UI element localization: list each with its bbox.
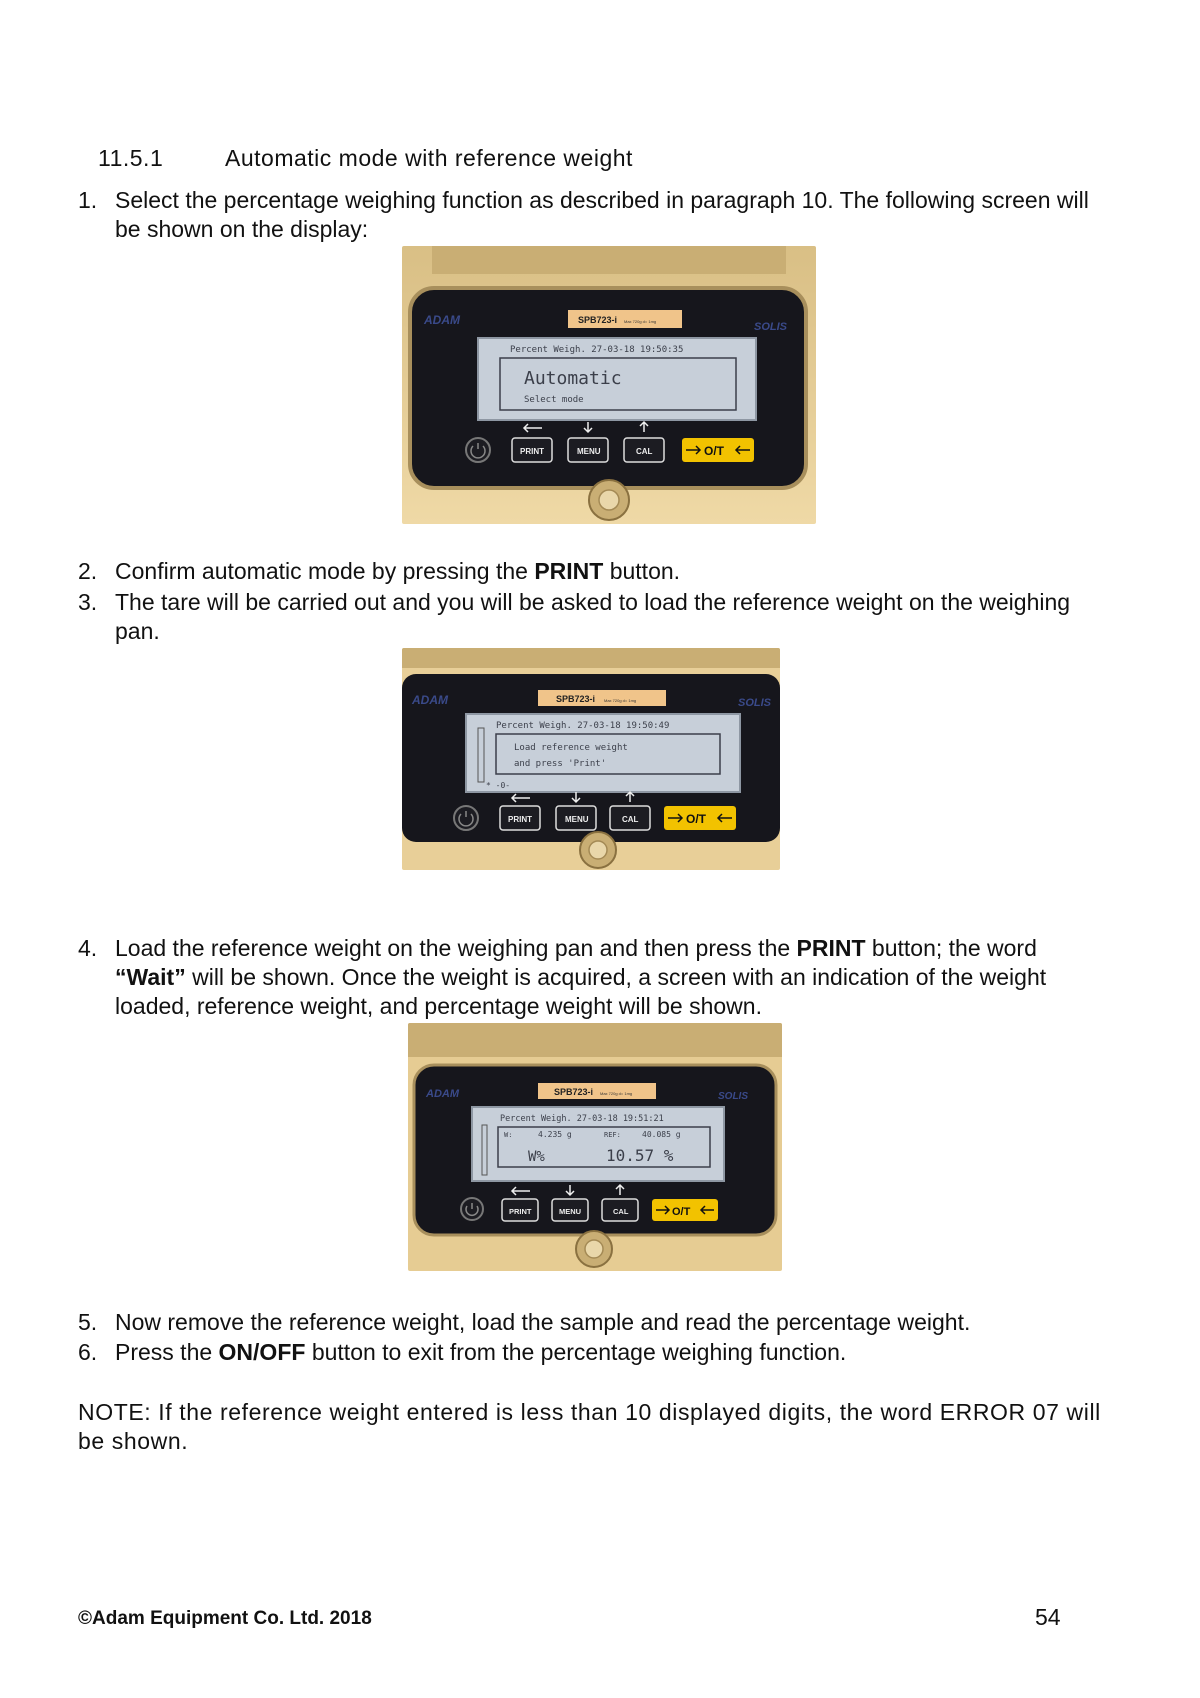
step-text: The tare will be carried out and you will be asked to load the reference weight on the weighing pan. bbox=[115, 589, 1071, 644]
onoff-keyword: ON/OFF bbox=[218, 1339, 306, 1365]
lcd-pct-value: 10.57 % bbox=[606, 1146, 674, 1165]
page-number: 54 bbox=[1035, 1604, 1061, 1630]
svg-text:SPB723-i: SPB723-i bbox=[554, 1087, 594, 1097]
svg-text:Max 720g d= 1mg: Max 720g d= 1mg bbox=[624, 319, 657, 324]
text-run: Confirm automatic mode by pressing the bbox=[115, 558, 535, 584]
lcd-header: Percent Weigh. 27-03-18 19:50:35 bbox=[510, 345, 684, 355]
text-run: Press the bbox=[115, 1339, 219, 1365]
series-logo: SOLIS bbox=[738, 697, 772, 709]
note: NOTE: If the reference weight entered is less than 10 displayed digits, the word ERROR 07 will be shown. bbox=[78, 1399, 1101, 1454]
step-text bbox=[115, 1338, 1105, 1367]
svg-text:MENU: MENU bbox=[577, 447, 601, 456]
series-logo: SOLIS bbox=[754, 321, 788, 333]
print-keyword: PRINT bbox=[534, 558, 604, 584]
lcd-line-1: Load reference weight bbox=[514, 743, 628, 753]
svg-text:PRINT: PRINT bbox=[509, 1207, 532, 1216]
svg-text:Max 720g d= 1mg: Max 720g d= 1mg bbox=[604, 698, 637, 703]
brand-logo: ADAM bbox=[424, 313, 460, 327]
display-photo-percentage-result bbox=[408, 1023, 782, 1271]
lcd-header: Percent Weigh. 27-03-18 19:50:49 bbox=[496, 721, 670, 731]
lcd-ref-value: 40.085 g bbox=[642, 1130, 681, 1139]
glass-shield bbox=[408, 1023, 782, 1057]
text-run: will be shown. Once the weight is acquired, a screen with an indication of the weight loaded, reference weight, and percentage weight will be shown. bbox=[115, 964, 1047, 1019]
lcd-main-text: Automatic bbox=[524, 368, 622, 389]
step-text: Now remove the reference weight, load the sample and read the percentage weight. bbox=[115, 1309, 971, 1335]
lcd-w-value: 4.235 g bbox=[538, 1130, 572, 1139]
lcd-pct-label: W% bbox=[528, 1149, 545, 1165]
display-photo-automatic-mode bbox=[402, 246, 816, 524]
step-text: Select the percentage weighing function as described in paragraph 10. The following screen will be shown on the display: bbox=[115, 187, 1089, 242]
step-number: 5. bbox=[78, 1309, 98, 1335]
svg-text:MENU: MENU bbox=[565, 815, 589, 824]
svg-text:CAL: CAL bbox=[613, 1207, 629, 1216]
step-number: 4. bbox=[78, 935, 98, 961]
print-keyword: PRINT bbox=[796, 935, 866, 961]
step-text bbox=[115, 557, 1105, 586]
lcd-sub-text: Select mode bbox=[524, 395, 584, 405]
svg-text:O/T: O/T bbox=[686, 812, 706, 826]
step-number: 2. bbox=[78, 558, 98, 584]
glass-shield bbox=[432, 246, 786, 274]
glass-shield bbox=[402, 648, 780, 668]
section-number: 11.5.1 bbox=[98, 145, 164, 171]
display-photo-load-reference bbox=[402, 648, 780, 870]
wait-keyword: “Wait” bbox=[115, 964, 186, 990]
svg-text:SPB723-i: SPB723-i bbox=[578, 315, 618, 325]
footer-copyright: ©Adam Equipment Co. Ltd. 2018 bbox=[78, 1608, 372, 1629]
svg-text:CAL: CAL bbox=[636, 447, 653, 456]
brand-logo: ADAM bbox=[426, 1088, 459, 1100]
brand-logo: ADAM bbox=[412, 693, 448, 707]
section-title: Automatic mode with reference weight bbox=[225, 145, 633, 171]
lcd-header: Percent Weigh. 27-03-18 19:51:21 bbox=[500, 1114, 664, 1124]
step-text bbox=[115, 934, 1105, 1021]
svg-text:Max 720g d= 1mg: Max 720g d= 1mg bbox=[600, 1091, 633, 1096]
svg-text:O/T: O/T bbox=[672, 1206, 691, 1218]
lcd-footer: * -0- bbox=[486, 781, 511, 790]
svg-text:PRINT: PRINT bbox=[520, 447, 544, 456]
lcd-ref-label: REF: bbox=[604, 1131, 621, 1139]
svg-text:SPB723-i: SPB723-i bbox=[556, 694, 596, 704]
svg-text:CAL: CAL bbox=[622, 815, 639, 824]
text-run: button; the word bbox=[865, 935, 1037, 961]
text-run: button to exit from the percentage weighing function. bbox=[305, 1339, 847, 1365]
lcd-w-label: W: bbox=[504, 1131, 513, 1139]
step-number: 6. bbox=[78, 1339, 98, 1365]
svg-text:O/T: O/T bbox=[704, 444, 724, 458]
svg-text:MENU: MENU bbox=[559, 1207, 582, 1216]
step-number: 1. bbox=[78, 187, 98, 213]
series-logo: SOLIS bbox=[718, 1091, 749, 1102]
text-run: button. bbox=[603, 558, 681, 584]
step-number: 3. bbox=[78, 589, 98, 615]
text-run: Load the reference weight on the weighing pan and then press the bbox=[115, 935, 797, 961]
lcd-line-2: and press 'Print' bbox=[514, 759, 607, 769]
svg-text:PRINT: PRINT bbox=[508, 815, 532, 824]
